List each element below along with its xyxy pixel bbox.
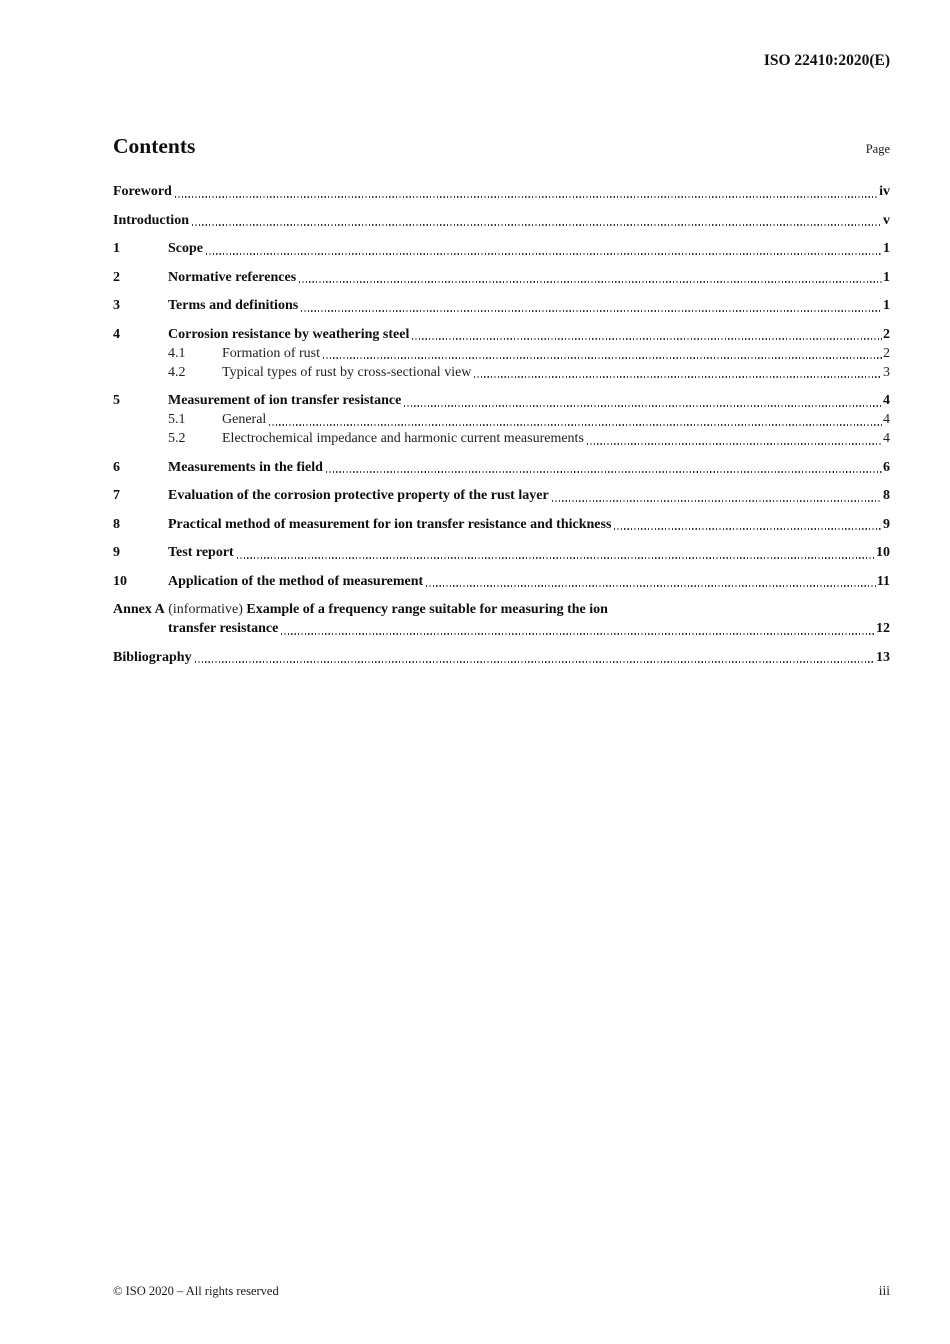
entry-label: Bibliography — [113, 649, 192, 665]
footer-page-number: iii — [878, 1283, 890, 1298]
toc-entry — [113, 344, 890, 363]
entry-page: 6 — [883, 459, 890, 475]
dot-leader — [326, 471, 882, 473]
entry-label: Normative references — [168, 269, 297, 285]
toc-entry — [113, 486, 890, 505]
entry-page: 8 — [883, 488, 890, 503]
entry-label: Scope — [168, 241, 203, 256]
dot-leader — [323, 357, 882, 359]
toc-entry — [113, 543, 890, 562]
entry-page: v — [883, 212, 890, 228]
dot-leader — [175, 196, 878, 198]
entry-label: Typical types of rust by cross-sectional view — [222, 364, 472, 380]
entry-page: 1 — [883, 269, 890, 285]
dot-leader — [587, 443, 882, 445]
annex-title: Example of a frequency range suitable for measuring the ion — [246, 602, 608, 617]
entry-label: Terms and definitions — [168, 298, 299, 313]
toc-list — [113, 182, 890, 667]
entry-page: 11 — [876, 573, 890, 589]
entry-label: Measurement of ion transfer resistance — [168, 393, 402, 408]
entry-number: 7 — [113, 488, 120, 503]
toc-entry — [113, 325, 890, 344]
dot-leader — [237, 557, 875, 559]
entry-page: 2 — [883, 345, 890, 361]
toc-entry — [113, 363, 890, 382]
dot-leader — [195, 661, 875, 663]
contents-title: Contents — [113, 134, 196, 158]
toc-entry — [113, 211, 890, 230]
entry-number: 3 — [113, 298, 120, 313]
entry-number: 5.1 — [168, 412, 186, 427]
entry-label: Measurements in the field — [168, 459, 323, 475]
entry-number: 5 — [113, 393, 120, 408]
page-column-label: Page — [865, 142, 890, 156]
contents-header — [113, 131, 890, 164]
dot-leader — [474, 376, 882, 378]
entry-number: 10 — [113, 573, 127, 589]
entry-label: Formation of rust — [222, 345, 320, 361]
entry-page: 1 — [883, 298, 890, 313]
entry-page: 2 — [883, 326, 890, 342]
dot-leader — [426, 585, 876, 587]
entry-number: 4 — [113, 326, 120, 342]
toc-entry-annex-continued — [113, 619, 890, 638]
entry-label: Application of the method of measurement — [168, 573, 424, 589]
entry-number: 4.2 — [168, 364, 186, 380]
entry-label: Electrochemical impedance and harmonic current measurements — [222, 431, 584, 446]
entry-number: 9 — [113, 545, 120, 560]
entry-page: iv — [879, 184, 890, 199]
dot-leader — [192, 224, 882, 226]
dot-leader — [404, 405, 882, 407]
entry-number: 4.1 — [168, 345, 186, 361]
toc-entry-annex — [113, 600, 890, 619]
dot-leader — [614, 528, 882, 530]
entry-page: 9 — [883, 516, 890, 532]
entry-number: 5.2 — [168, 431, 186, 446]
entry-number: 1 — [113, 241, 120, 256]
entry-number: 8 — [113, 516, 120, 532]
entry-page: 1 — [883, 241, 890, 256]
entry-label: Foreword — [113, 184, 172, 199]
dot-leader — [552, 500, 882, 502]
toc-entry — [113, 648, 890, 667]
entry-number: 6 — [113, 459, 120, 475]
entry-label: Practical method of measurement for ion transfer resistance and thickness — [168, 516, 612, 532]
dot-leader — [412, 338, 882, 340]
entry-label: Introduction — [113, 212, 189, 228]
entry-label: Evaluation of the corrosion protective property of the rust layer — [168, 488, 549, 503]
doc-reference: ISO 22410:2020(E) — [763, 52, 890, 69]
dot-leader — [301, 310, 882, 312]
entry-label — [113, 600, 608, 619]
dot-leader — [206, 253, 882, 255]
contents-section — [113, 0, 890, 667]
toc-entry — [113, 410, 890, 429]
entry-page: 13 — [876, 649, 890, 665]
dot-leader — [299, 281, 882, 283]
page-footer — [113, 1283, 890, 1299]
dot-leader — [281, 633, 875, 635]
toc-entry — [113, 239, 890, 258]
toc-entry — [113, 182, 890, 201]
entry-number: 2 — [113, 269, 120, 285]
entry-label: Corrosion resistance by weathering steel — [168, 326, 410, 342]
toc-entry — [113, 458, 890, 477]
toc-entry — [113, 429, 890, 448]
toc-entry — [113, 391, 890, 410]
entry-page: 10 — [876, 545, 890, 560]
annex-id: Annex A — [113, 602, 165, 617]
entry-page: 4 — [883, 393, 890, 408]
entry-page: 4 — [883, 412, 890, 427]
annex-qualifier: (informative) — [164, 602, 247, 617]
entry-page: 12 — [876, 621, 890, 636]
entry-label: Test report — [168, 545, 234, 560]
toc-entry — [113, 572, 890, 591]
toc-entry — [113, 515, 890, 534]
footer-copyright: © ISO 2020 – All rights reserved — [113, 1284, 279, 1298]
dot-leader — [269, 424, 882, 426]
entry-label: General — [222, 412, 267, 427]
toc-entry — [113, 268, 890, 287]
entry-page: 4 — [883, 431, 890, 446]
entry-label: transfer resistance — [168, 621, 279, 636]
entry-page: 3 — [883, 364, 890, 380]
toc-entry — [113, 296, 890, 315]
